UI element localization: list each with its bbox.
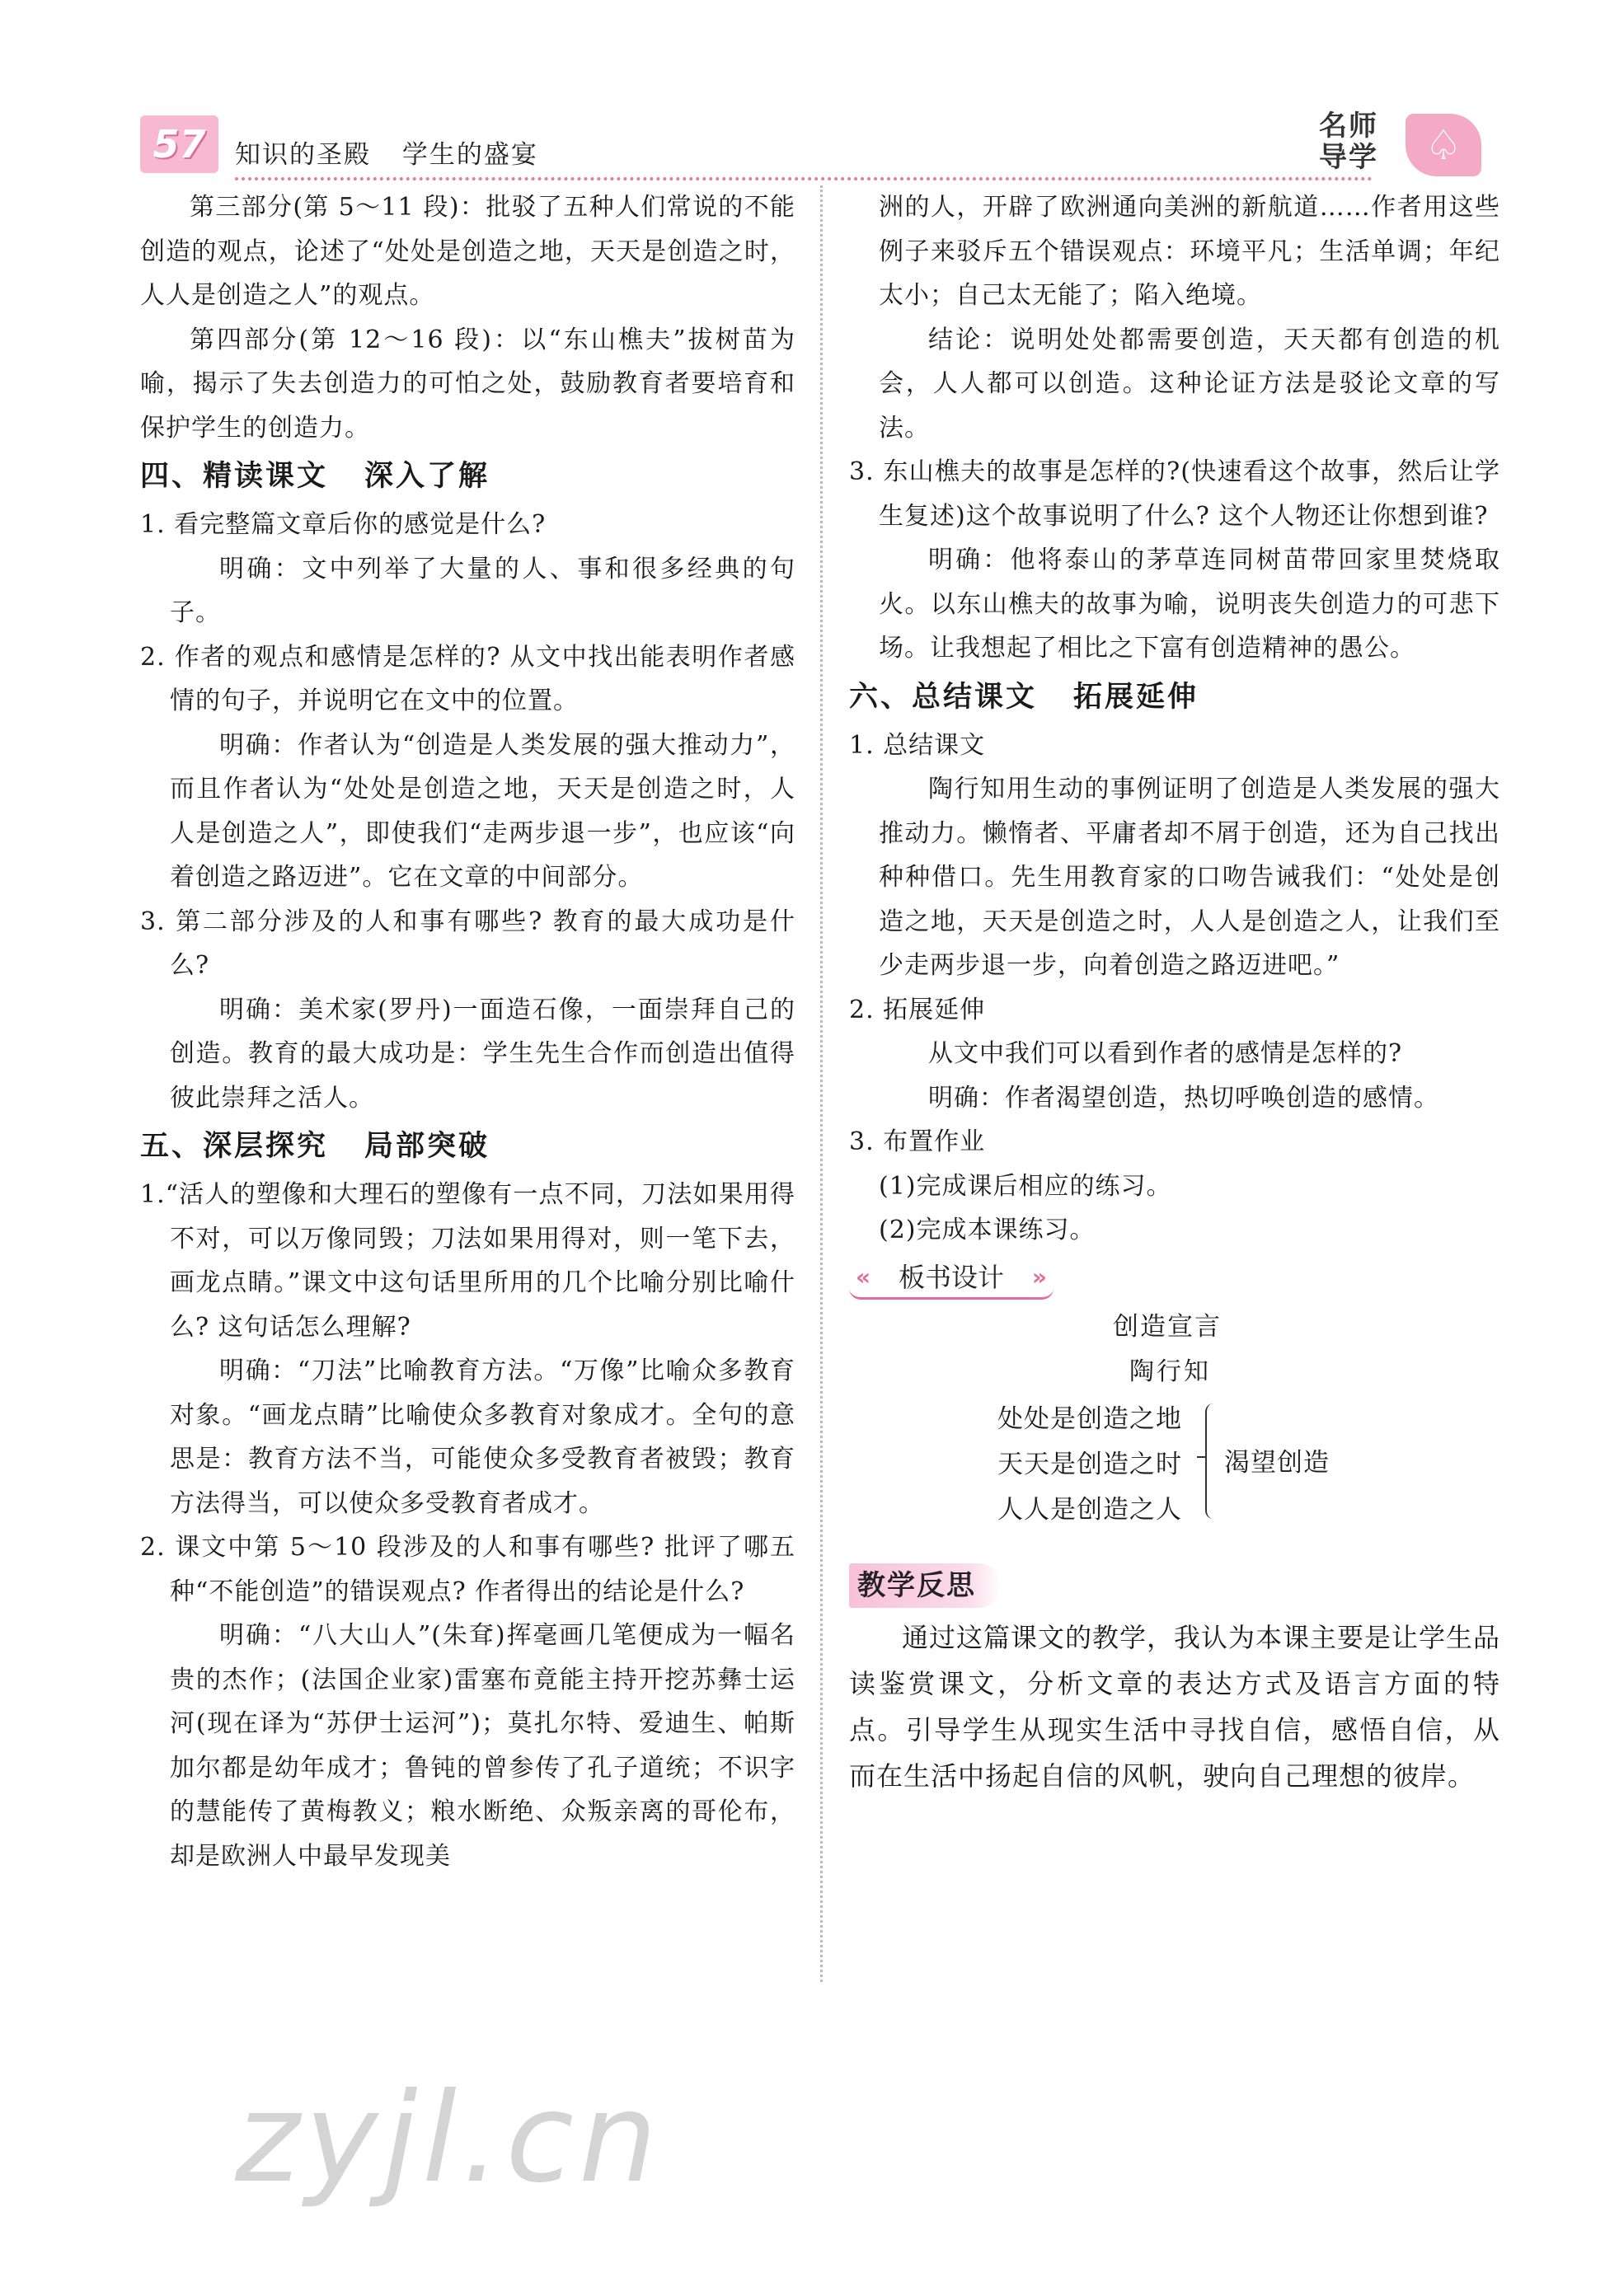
section-heading-4-a: 四、精读课文 (140, 460, 329, 493)
right-column (849, 185, 1500, 1799)
section-heading-5 (140, 1122, 795, 1171)
header-title (235, 134, 560, 171)
answer-1: 明确：文中列举了大量的人、事和很多经典的句子。 (170, 554, 795, 627)
watermark: zyjl.cn (235, 2067, 663, 2210)
brand-name: 名师导学 (1319, 110, 1378, 174)
section-heading-6 (849, 672, 1500, 722)
answer-2: 明确：作者认为“创造是人类发展的强大推动力”，而且作者认为“处处是创造之地，天天是创造之时，人人是创造之人”，即使我们“走两步退一步”，也应该“向着创造之路迈进”。它在文章的中间部分。 (170, 730, 795, 892)
teaching-reflection-text: 通过这篇课文的教学，我认为本课主要是让学生品读鉴赏课文，分析文章的表达方式及语言方面的特点。引导学生从现实生活中寻找自信，感悟自信，从而在生活中扬起自信的风帆，驶向自己理想的彼岸。 (849, 1621, 1501, 1792)
summary-heading: 1. 总结课文 (849, 730, 986, 760)
question-1: 1. 看完整篇文章后你的感觉是什么? (140, 510, 547, 539)
summary-text: 陶行知用生动的事例证明了创造是人类发展的强大推动力。懒惰者、平庸者却不屑于创造，还为自己找出种种借口。先生用教育家的口吻告诫我们：“处处是创造之地，天天是创造之时，人人是创造之人，让我们至少走两步退一步，向着创造之路迈进吧。” (879, 775, 1500, 980)
section-heading-5-a: 五、深层探究 (140, 1130, 329, 1163)
conclusion-paragraph: 结论：说明处处都需要创造，天天都有创造的机会，人人都可以创造。这种论证方法是驳论文章的写法。 (879, 325, 1500, 443)
question-3: 3. 第二部分涉及的人和事有哪些? 教育的最大成功是什么? (140, 907, 795, 980)
answer-5-3: 明确：他将泰山的茅草连同树苗带回家里焚烧取火。以东山樵夫的故事为喻，说明丧失创造力的可悲下场。让我想起了相比之下富有创造精神的愚公。 (879, 546, 1500, 663)
teaching-reflection-tag: 教学反思 (849, 1563, 1001, 1608)
extension-question: 从文中我们可以看到作者的感情是怎样的? (928, 1039, 1403, 1068)
page-number-badge: 57 (140, 115, 218, 173)
homework-item-2: (2)完成本课练习。 (879, 1216, 1096, 1244)
board-design-label: 板书设计 (899, 1261, 1005, 1293)
question-5-3: 3. 东山樵夫的故事是怎样的?(快速看这个故事，然后让学生复述)这个故事说明了什么? 这个人物还让你想到谁? (849, 457, 1500, 531)
board-author: 陶行知 (1129, 1357, 1211, 1386)
question-2: 2. 作者的观点和感情是怎样的? 从文中找出能表明作者感情的句子，并说明它在文中的位置。 (140, 642, 795, 715)
board-design-tag (849, 1258, 1054, 1300)
answer-5-2: 明确：“八大山人”(朱耷)挥毫画几笔便成为一幅名贵的杰作；(法国企业家)雷塞布竟能主持开挖苏彝士运河(现在译为“苏伊士运河”)；莫扎尔特、爱迪生、帕斯加尔都是幼年成才；鲁钝的曾参传了孔子道统；不识字的慧能传了黄梅教义；粮水断绝、众叛亲离的哥伦布，却是欧洲人中最早发现美 (170, 1621, 795, 1871)
left-column (140, 185, 795, 1878)
section-heading-5-b: 局部突破 (364, 1130, 490, 1163)
header-title-b: 学生的盛宴 (401, 140, 538, 170)
extension-heading: 2. 拓展延伸 (849, 995, 986, 1024)
board-line-3: 人人是创造之人 (997, 1494, 1182, 1525)
question-5-2: 2. 课文中第 5～10 段涉及的人和事有哪些? 批评了哪五种“不能创造”的错误观点? 作者得出的结论是什么? (140, 1533, 795, 1606)
homework-heading: 3. 布置作业 (849, 1127, 986, 1156)
double-arrow-left-icon: « (856, 1263, 871, 1291)
paragraph-part3: 第三部分(第 5～11 段)：批驳了五种人们常说的不能创造的观点，论述了“处处是创造之地，天天是创造之时，人人是创造之人”的观点。 (140, 193, 795, 310)
double-arrow-right-icon: » (1031, 1263, 1048, 1291)
header-dotted-rule (235, 177, 1373, 180)
question-5-1: 1.“活人的塑像和大理石的塑像有一点不同，刀法如果用得不对，可以万像同毁；刀法如果用得对，则一笔下去，画龙点睛。”课文中这句话里所用的几个比喻分别比喻什么? 这句话怎么理解? (140, 1180, 795, 1342)
column-divider (820, 185, 823, 1982)
section-heading-4 (140, 452, 795, 501)
right-brace-icon (1205, 1403, 1218, 1519)
page-header (140, 107, 1492, 185)
section-heading-6-a: 六、总结课文 (849, 680, 1038, 714)
board-line-1: 处处是创造之地 (997, 1403, 1182, 1434)
extension-answer: 明确：作者渴望创造，热切呼唤创造的感情。 (928, 1083, 1439, 1113)
answer-5-1: 明确：“刀法”比喻教育方法。“万像”比喻众多教育对象。“画龙点睛”比喻使众多教育对象成才。全句的意思是：教育方法不当，可能使众多受教育者被毁；教育方法得当，可以使众多受教育者成才。 (170, 1357, 795, 1518)
board-design (849, 1305, 1500, 1552)
board-result: 渴望创造 (1224, 1447, 1330, 1478)
answer-3: 明确：美术家(罗丹)一面造石像，一面崇拜自己的创造。教育的最大成功是：学生先生合作而创造出值得彼此崇拜之活人。 (170, 995, 795, 1113)
section-heading-6-b: 拓展延伸 (1073, 680, 1199, 714)
brand-mark-icon: ♤ (1406, 114, 1481, 176)
paragraph-part4: 第四部分(第 12～16 段)：以“东山樵夫”拔树苗为喻，揭示了失去创造力的可怕之处，鼓励教育者要培育和保护学生的创造力。 (140, 325, 795, 443)
section-heading-4-b: 深入了解 (364, 460, 490, 493)
board-line-2: 天天是创造之时 (997, 1449, 1182, 1479)
brand-logo (1319, 107, 1492, 181)
header-title-a: 知识的圣殿 (235, 140, 371, 170)
answer-5-2-continued: 洲的人，开辟了欧洲通向美洲的新航道……作者用这些例子来驳斥五个错误观点：环境平凡；生活单调；年纪太小；自己太无能了；陷入绝境。 (879, 193, 1500, 310)
board-title: 创造宣言 (1113, 1311, 1222, 1342)
homework-item-1: (1)完成课后相应的练习。 (879, 1171, 1172, 1201)
